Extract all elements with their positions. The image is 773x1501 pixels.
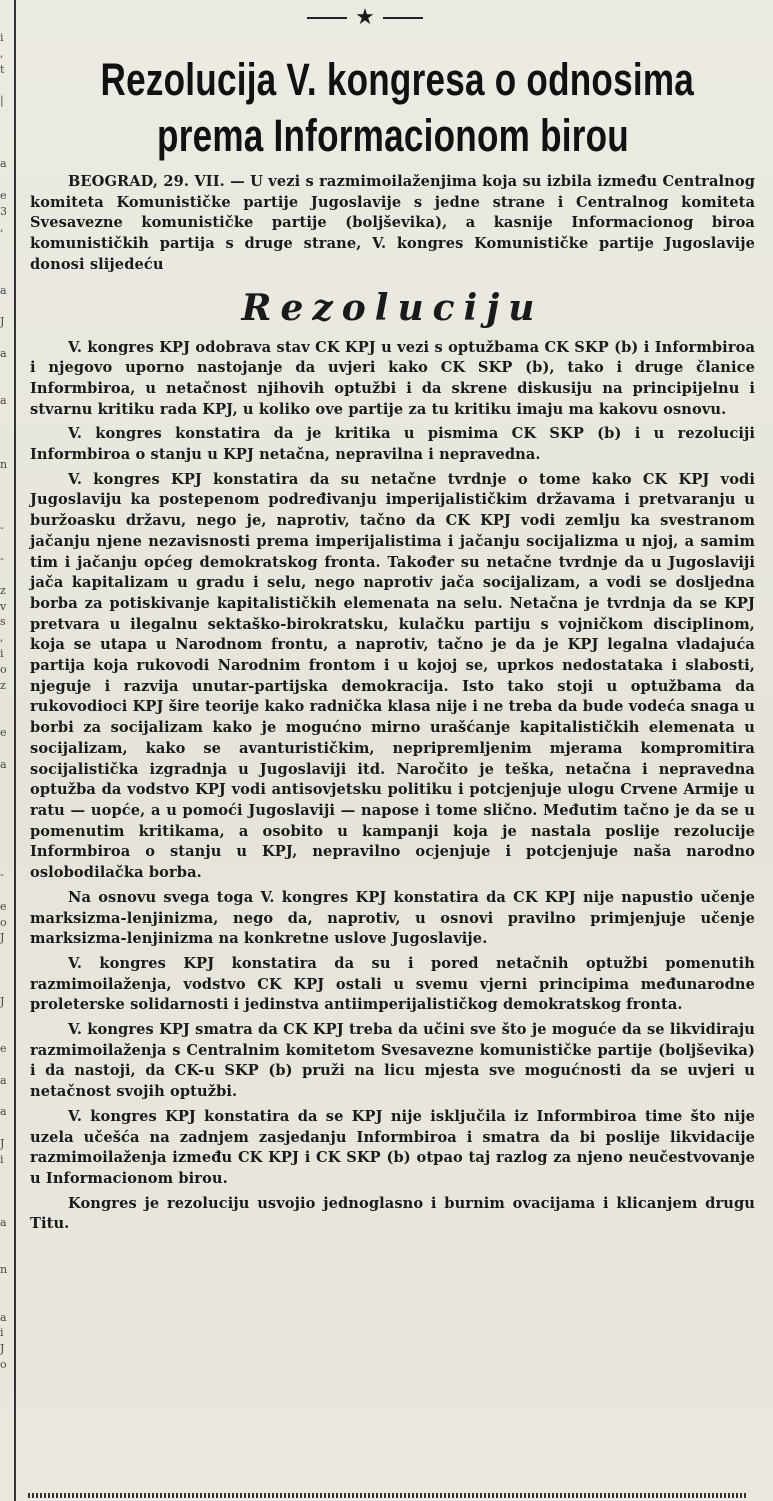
header-ornament: [290, 4, 440, 32]
paragraph-2: V. kongres konstatira da je kritika u pismima CK SKP (b) i u rezoluciji Informbiroa o stanju u KPJ netačna, nepravilna i nepravedna.: [30, 425, 755, 464]
paragraph-7: V. kongres KPJ konstatira da se KPJ nije isključila iz Informbiroa time što nije uzela učešća na zadnjem zasjedanju Informbiroa i smatra da bi poslije likvidacije razmimoilaženja između CK KPJ i CK SKP (b) otpao taj razlog za njeno neučestvovanje u Informacionom birou.: [30, 1107, 755, 1187]
intro-paragraph: BEOGRAD, 29. VII. — U vezi s razmimoilaženjima koja su izbila između Centralnog komiteta Komunističke partije Jugoslavije s jedne strane i Centralnog komiteta Svesavezne komunističke partije (boljševika), a kasnije Informacionog biroa komunističkih partija s druge strane, V. kongres Komunističke partije Jugoslavije donosi slijedeću: [30, 173, 755, 273]
adjacent-column-edge: [0, 0, 16, 1501]
resolution-heading: Rezoluciju: [241, 286, 544, 329]
paragraph-3: V. kongres KPJ konstatira da su netačne tvrdnje o tome kako CK KPJ vodi Jugoslaviju ka postepenom podređivanju imperijalističkim državama i pretvaranju u buržoasku državu, nego je, naprotiv, tačno da CK KPJ vodi zemlju ka svestranom jačanju njene nezavisnosti prema imperijalistima i jačanju socijalizma u njoj, a samim tim i jačanju općeg demokratskog fronta. Također su netačne tvrdnje da u Jugoslaviji jača kapitalizam u gradu i selu, nego naprotiv jača socijalizam, a vodi se dosljedna borba za potiskivanje kapitalističkih elemenata na selu. Netačna je tvrdnja da se KPJ pretvara u ilegalnu sektaško-birokratsku, kulačku partiju s vojničkom disciplinom, koja se utapa u Narodnom frontu, a naprotiv, tačno je da je KPJ legalna vladajuća partija koja rukovodi Narodnim frontom i u kojoj se, uprkos nedostataka i slabosti, njeguje i razvija unutar-partijska demokracija. Isto tako stoji u optužbama da rukovodioci KPJ šire teorije kako radnička klasa nije i ne treba da bude vodeća snaga u borbi za socijalizam kako je mogućno mirno urašćanje kapitalističkih elemenata u socijalizam, kako se avanturističkim, nepripremljenim mjerama kompromitira socijalistička izgradnja u Jugoslaviji itd. Naročito je teška, netačna i nepravedna optužba da vodstvo KPJ vodi antisovjetsku politiku i potcjenjuje ulogu Crvene Armije u ratu — uopće, a u pomoći Jugoslaviji — napose i tome slično. Međutim tačno je da se u pomenutim kritikama, a osobito u kampanji koja je nastala poslije rezolucije Informbiroa o stanju u KPJ, nepravilno ocjenjuje i potcjenjuje naša narodno oslobodilačka borba.: [30, 470, 755, 882]
star-icon: ★: [355, 5, 375, 30]
paragraph-6: V. kongres KPJ smatra da CK KPJ treba da učini sve što je moguće da se likvidiraju razmimoilaženja s Centralnim komitetom Svesavezne komunističke partije (boljševika) i da nastoji, da CK-u SKP (b) pruži na licu mjesta sve mogućnosti da se uvjeri u netačnost svojih optužbi.: [30, 1021, 755, 1101]
ornament-line-right: [383, 17, 423, 19]
title-line-2: prema Informacionom birou: [157, 110, 629, 161]
bottom-rule: [28, 1493, 748, 1498]
paragraph-4: Na osnovu svega toga V. kongres KPJ konstatira da CK KPJ nije napustio učenje marksizma-lenjinizma, nego da, naprotiv, u osnovi pravilno primjenjuje učenje marksizma-lenjinizma na konkretne uslove Jugoslavije.: [30, 888, 755, 948]
paragraph-1: V. kongres KPJ odobrava stav CK KPJ u vezi s optužbama CK SKP (b) i Informbiroa i njegovo uporno nastojanje da uvjeri kako CK SKP (b), tako i druge članice Informbiroa, u netačnost njihovih optužbi i da skrene diskusiju na principijelnu i stvarnu kritiku rada KPJ, u koliko ove partije za tu kritiku imaju ma kakovu osnovu.: [30, 338, 755, 418]
ornament-line-left: [307, 17, 347, 19]
article-title: [100, 52, 695, 164]
paragraph-8: Kongres je rezoluciju usvojio jednoglasno i burnim ovacijama i klicanjem drugu Titu.: [30, 1194, 755, 1233]
title-line-1: Rezolucija V. kongresa o odnosima: [100, 54, 695, 105]
adjacent-column-fragments: i , t | a e 3 , a J a a n - - z v s , i o z e a - e o J J e a a J i a n a i J o: [0, 31, 8, 1371]
article-body: [30, 172, 755, 1235]
paragraph-5: V. kongres KPJ konstatira da su i pored netačnih optužbi pomenutih razmimoilaženja, vodstvo CK KPJ ostali u svemu vjerni principima međunarodne proleterske solidarnosti i jedinstva antiimperijalističkog demokratskog fronta.: [30, 954, 755, 1014]
